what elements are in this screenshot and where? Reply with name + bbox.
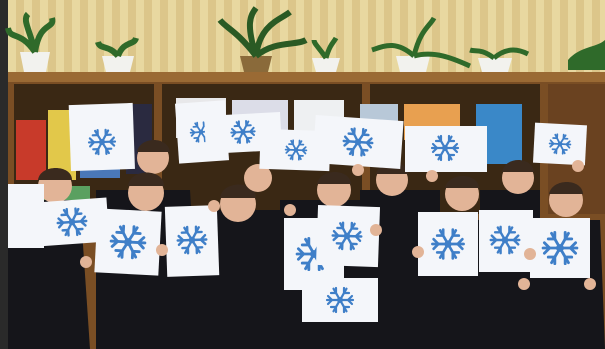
book-icon [16, 120, 46, 180]
